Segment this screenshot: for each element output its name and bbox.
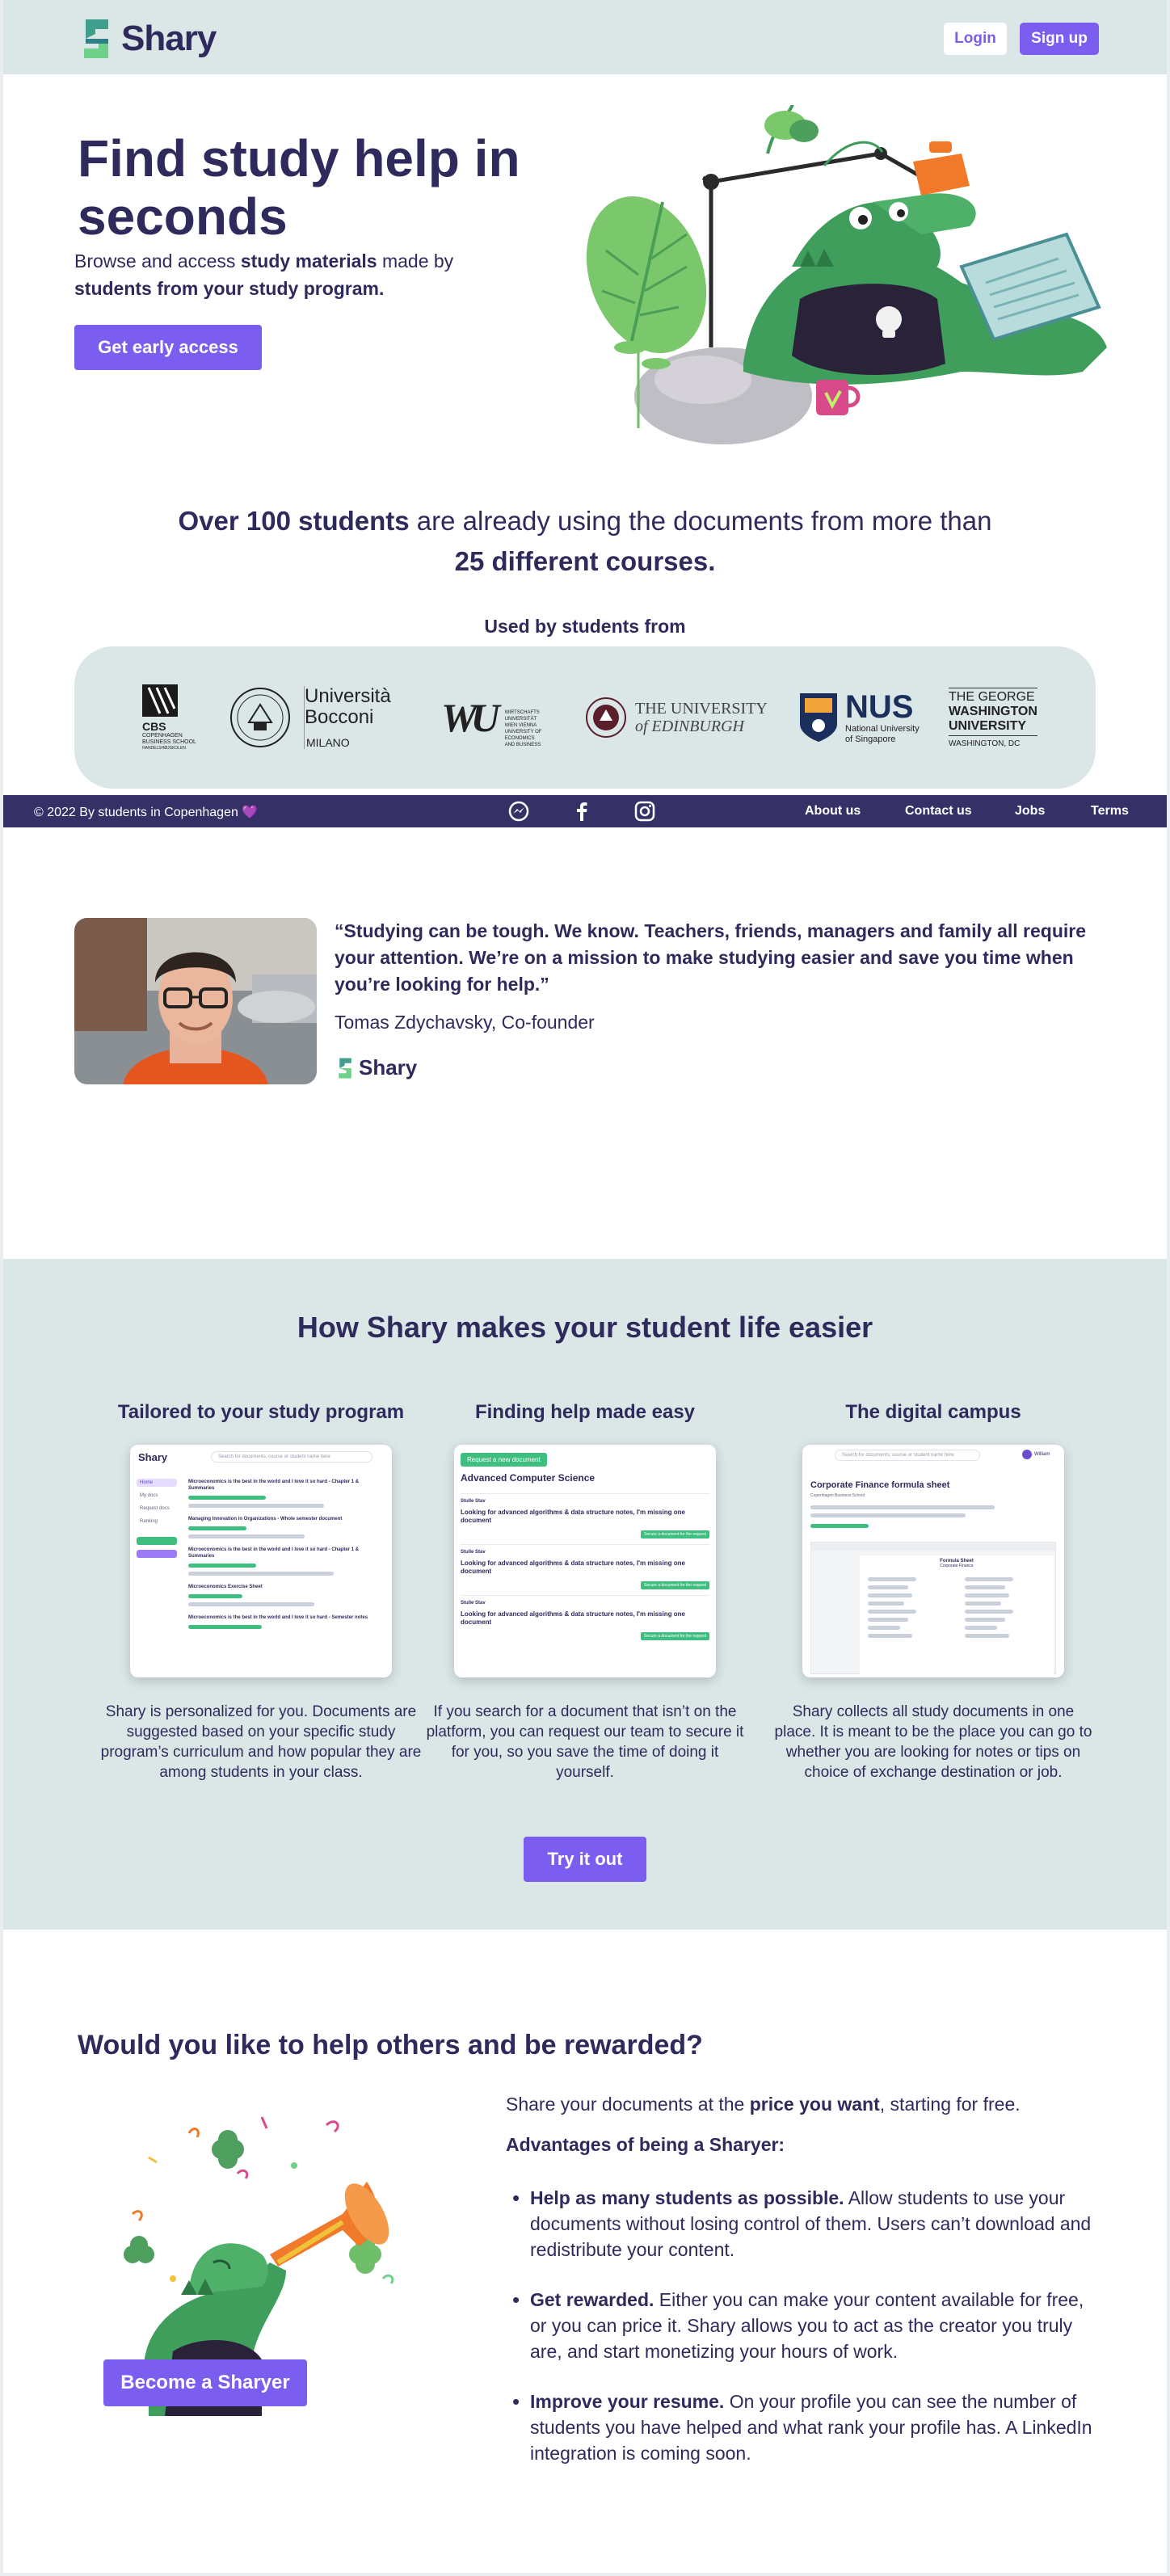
advantage-item-title: Get rewarded.	[530, 2289, 654, 2310]
crocodile-studying-illustration	[582, 105, 1123, 444]
wu-sub: UNIVERSITY OF	[504, 730, 542, 734]
shot-request-user: Stulle Stav	[461, 1550, 486, 1555]
cofounder-photo	[74, 918, 317, 1084]
quote-brand-name: Shary	[359, 1055, 418, 1080]
wu-sub: UNIVERSITÄT	[504, 717, 537, 722]
advantages-list	[506, 2185, 1104, 2466]
advantage-item-text: Either you can make your content available for free, or you can price it. Shary allows you to act as the creator you truly are, and start monetizing your hours of work.	[530, 2289, 1084, 2362]
shot-request-button: Request a new document	[461, 1453, 547, 1467]
facebook-icon[interactable]	[570, 800, 593, 823]
stats-courses: 25 different courses.	[454, 546, 716, 576]
cbs-sub: BUSINESS SCHOOL	[142, 739, 196, 745]
feature-text: If you search for a document that isn’t on the platform, you can request our team to secure it for you, so you save the time of doing it yourself.	[426, 1703, 744, 1781]
quote-author: Tomas Zdychavsky, Co-founder	[335, 1012, 595, 1033]
feature-title: Finding help made easy	[474, 1401, 696, 1423]
advantage-item-text: Allow students to use your documents without losing control of them. Users can’t download and redistribute your content.	[530, 2187, 1092, 2260]
features-section	[3, 1259, 1167, 1930]
university-logos	[74, 646, 1096, 789]
shot-doc-meta: Copenhagen Business School	[810, 1493, 865, 1498]
login-button[interactable]: Login	[944, 23, 1007, 55]
edinburgh-name: of EDINBURGH	[635, 718, 744, 735]
stats-students: Over 100 students	[178, 506, 410, 536]
instagram-icon[interactable]	[633, 800, 656, 823]
shot-doc-item: Managing Innovation in Organizations - Whole semester document	[188, 1517, 343, 1522]
wu-sub: WIRTSCHAFTS	[504, 710, 540, 715]
feature-tailored	[95, 1401, 427, 1783]
shot-sheet-title: Formula Sheet	[940, 1559, 974, 1564]
cofounder-quote: “Studying can be tough. We know. Teachers, friends, managers and family all require your attention. We’re on a mission to make studying easier and save you time when you’re looking for help.”	[335, 920, 1087, 995]
copyright: © 2022 By students in Copenhagen 💜	[34, 806, 259, 819]
hero-subtitle	[74, 247, 527, 302]
features-title: How Shary makes your student life easier	[297, 1311, 873, 1344]
user-avatar	[1022, 1450, 1032, 1459]
cbs-sub: HANDELSHØJSKOLEN	[142, 745, 186, 751]
stats-text: are already using the documents from more than	[409, 506, 992, 536]
university-logo-nus	[798, 679, 920, 756]
shot-sheet-subtitle: Corporate Finance	[940, 1564, 974, 1568]
usage-stats	[3, 501, 1167, 582]
footer-link-terms[interactable]: Terms	[1091, 804, 1129, 818]
hero-subtitle-bold: study materials	[240, 250, 377, 271]
advantage-item	[506, 2287, 1104, 2364]
shot-request-text: Looking for advanced algorithms & data structure notes, I'm missing one document	[461, 1610, 685, 1626]
feature-title: The digital campus	[845, 1401, 1021, 1423]
bocconi-name: Università	[305, 685, 391, 707]
footer-link-contact[interactable]: Contact us	[905, 804, 972, 818]
used-by-label: Used by students from	[484, 616, 686, 637]
reward-description	[506, 2091, 1104, 2490]
shot-doc-item: Microeconomics is the best in the world and I love it so hard - Semester notes	[188, 1615, 368, 1620]
nus-sub: of Singapore	[845, 734, 896, 744]
shot-search: Search for documents, course or student name here	[835, 1450, 980, 1461]
shot-logo: Shary	[138, 1451, 168, 1463]
advantage-item-text: On your profile you can see the number of students you have helped and what rank your profile has. A LinkedIn integration is coming soon.	[530, 2391, 1092, 2464]
get-early-access-button[interactable]: Get early access	[74, 325, 262, 370]
site-header	[3, 0, 1167, 74]
shot-user-name: William	[1034, 1452, 1050, 1457]
social-links	[507, 800, 656, 823]
nus-crest-icon	[798, 692, 839, 743]
shot-menu-item: Home	[137, 1479, 177, 1487]
shot-request-user: Stulle Stav	[461, 1601, 486, 1606]
hero-subtitle-part: made by	[377, 250, 454, 271]
shary-logo-icon	[76, 16, 116, 61]
university-logo-edinburgh	[585, 679, 768, 756]
footer-link-about[interactable]: About us	[805, 804, 861, 818]
brand-logo[interactable]	[76, 16, 216, 61]
reward-lead-part: Share your documents at the	[506, 2094, 750, 2115]
shot-menu-item: Request docs	[140, 1506, 170, 1511]
university-logo-bocconi	[229, 679, 391, 756]
reward-lead-bold: price you want	[749, 2094, 880, 2115]
hero-subtitle-bold: students from your study program.	[74, 278, 385, 299]
university-logo-cbs	[142, 679, 196, 756]
hero-subtitle-part: Browse and access	[74, 250, 241, 271]
shot-doc-item: Microeconomics is the best in the world and I love it so hard - Chapter 1 & Summaries	[188, 1547, 360, 1559]
shot-request-user: Stulle Stav	[461, 1499, 486, 1504]
shot-doc-item: Microeconomics Exercise Sheet	[188, 1585, 263, 1589]
shary-logo-icon	[335, 1056, 356, 1080]
footer-link-jobs[interactable]: Jobs	[1015, 804, 1046, 818]
become-a-sharyer-button[interactable]: Become a Sharyer	[103, 2359, 307, 2406]
shot-doc-item: Microeconomics is the best in the world and I love it so hard - Chapter 1 & Summaries	[188, 1480, 360, 1491]
gwu-name: WASHINGTON	[949, 704, 1037, 718]
feature-finding-help	[419, 1401, 751, 1783]
try-it-out-button[interactable]: Try it out	[524, 1837, 646, 1882]
cbs-name: CBS	[142, 719, 166, 733]
bocconi-city: MILANO	[306, 736, 350, 749]
advantages-heading: Advantages of being a Sharyer:	[506, 2134, 785, 2155]
hero-title: Find study help in seconds	[78, 129, 520, 246]
shot-secure-button: Secure a document for the request	[641, 1530, 709, 1538]
nus-name: NUS	[845, 689, 914, 725]
shot-course-title: Advanced Computer Science	[461, 1472, 596, 1484]
wu-sub: WIEN VIENNA	[504, 723, 537, 728]
university-logo-gwu	[949, 679, 1037, 756]
edinburgh-crest-icon	[585, 697, 627, 739]
feature-text: Shary collects all study documents in one place. It is meant to be the place you can go to whether you are looking for notes or tips on choice of exchange destination or job.	[774, 1703, 1092, 1781]
shot-menu-item: Ranking	[140, 1519, 158, 1524]
cbs-sub: COPENHAGEN	[142, 732, 183, 739]
wu-sub: AND BUSINESS	[504, 743, 541, 747]
gwu-name: THE GEORGE	[949, 689, 1035, 704]
feature-title: Tailored to your study program	[117, 1401, 405, 1423]
brand-name: Shary	[121, 19, 217, 58]
reward-lead-part: , starting for free.	[879, 2094, 1021, 2115]
shot-menu-item: My docs	[140, 1493, 158, 1498]
advantage-item	[506, 2185, 1104, 2262]
messenger-icon[interactable]	[507, 800, 530, 823]
shot-search: Search for documents, course or student name here	[211, 1451, 372, 1463]
wu-letters: WU	[441, 695, 494, 740]
reward-title: Would you like to help others and be rewarded?	[78, 2030, 703, 2060]
gwu-name: UNIVERSITY	[949, 718, 1027, 733]
landing-page	[3, 0, 1167, 2573]
gwu-city: WASHINGTON, DC	[949, 739, 1021, 748]
feature-text: Shary is personalized for you. Documents are suggested based on your specific study program’s curriculum and how popular they are among students in your class.	[100, 1703, 422, 1781]
feature-screenshot-document	[802, 1445, 1064, 1677]
shot-doc-title: Corporate Finance formula sheet	[810, 1480, 950, 1490]
bocconi-crest-icon	[229, 687, 291, 748]
nus-sub: National University	[845, 724, 920, 734]
advantage-item-title: Improve your resume.	[530, 2391, 725, 2412]
quote-brand-logo	[335, 1055, 417, 1080]
feature-screenshot-requests	[454, 1445, 716, 1677]
shot-request-text: Looking for advanced algorithms & data structure notes, I'm missing one document	[461, 1509, 685, 1524]
wu-sub: ECONOMICS	[504, 736, 535, 741]
university-logo-wu	[441, 679, 541, 756]
advantage-item-title: Help as many students as possible.	[530, 2187, 844, 2208]
shot-secure-button: Secure a document for the request	[641, 1581, 709, 1589]
advantage-item	[506, 2389, 1104, 2466]
feature-digital-campus	[768, 1401, 1099, 1783]
shot-request-text: Looking for advanced algorithms & data structure notes, I'm missing one document	[461, 1559, 685, 1575]
bocconi-name: Bocconi	[305, 706, 374, 728]
edinburgh-name: THE UNIVERSITY	[635, 700, 768, 718]
shot-secure-button: Secure a document for the request	[641, 1632, 709, 1640]
cbs-logo-icon	[142, 684, 178, 717]
feature-screenshot-dashboard	[130, 1445, 392, 1677]
signup-button[interactable]: Sign up	[1020, 23, 1099, 55]
footer-bar	[3, 795, 1167, 827]
reward-lead	[506, 2091, 1104, 2117]
